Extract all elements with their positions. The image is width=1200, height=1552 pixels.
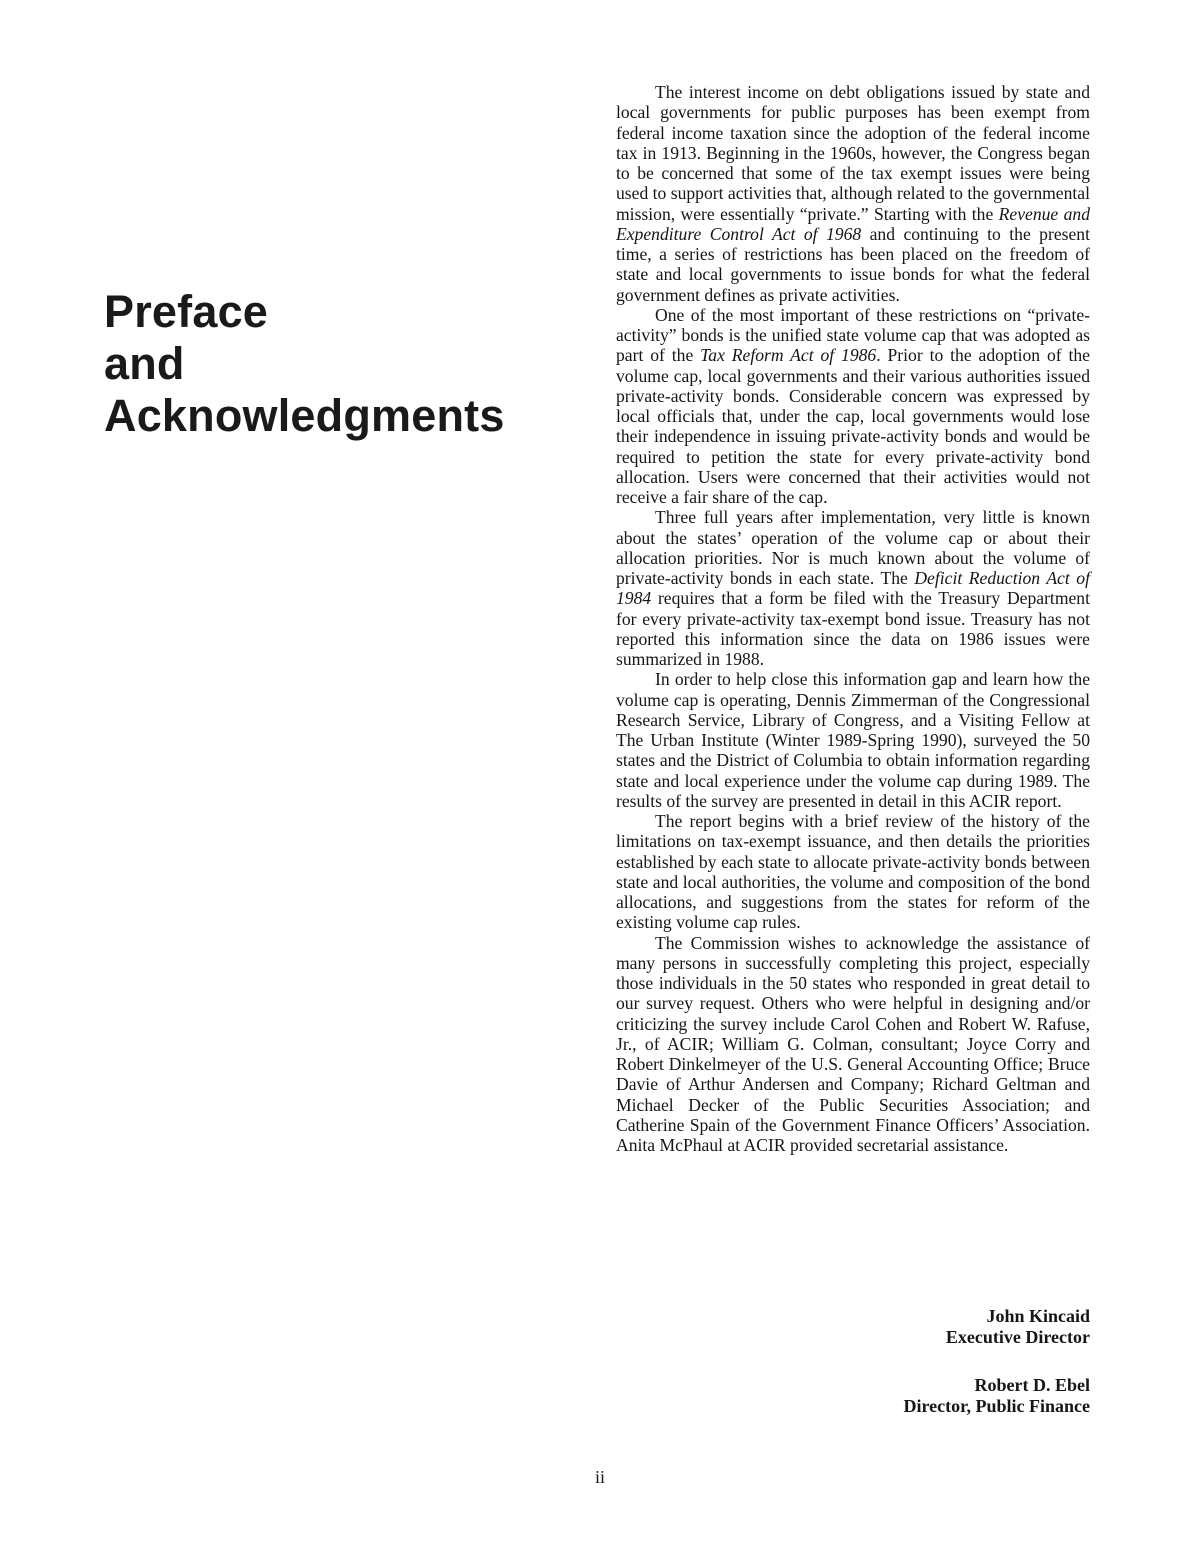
- heading-line-preface: Preface: [104, 286, 269, 337]
- paragraph-4: [616, 669, 1090, 811]
- paragraph-2: [616, 305, 1090, 508]
- paragraph-5: [616, 811, 1090, 933]
- signature-title: Director, Public Finance: [903, 1396, 1090, 1416]
- paragraph-text: and continuing to the present time, a series of restrictions has been placed on the freedom of state and local governments to issue bonds for what the federal government defines as private activities.: [616, 223, 1090, 305]
- signature-name: Robert D. Ebel: [974, 1375, 1090, 1395]
- page-number: ii: [594, 1467, 605, 1487]
- signature-title: Executive Director: [945, 1327, 1090, 1347]
- paragraph-6: [616, 933, 1090, 1156]
- paragraph-text: requires that a form be filed with the Treasury Department for every private-activity tax-exempt bond issue. Treasury has not reported this information since the data on 1986 issues were summarized in 1988.: [616, 588, 1090, 669]
- heading-line-acknowledgments: Acknowledgments: [104, 390, 505, 441]
- act-title: Revenue and Expenditure Control Act of 1968: [616, 203, 1090, 244]
- signature-block: [780, 1306, 1090, 1444]
- act-title: Tax Reform Act of 1986: [700, 345, 877, 366]
- paragraph-text: In order to help close this information gap and learn how the volume cap is operating, Dennis Zimmerman of the Congressional Research Service, Library of Congress, and a Visiting Fellow at The Urban Institute (Winter 1989-Spring 1990), surveyed the 50 states and the District of Columbia to obtain information regarding state and local experience under the volume cap during 1989. The results of the survey are presented in detail in this ACIR report.: [616, 669, 1090, 811]
- paragraph-text: The interest income on debt obligations issued by state and local governments for public purposes has been exempt from federal income taxation since the adoption of the federal income tax in 1913. Beginning in the 1960s, however, the Congress began to be concerned that some of the tax exempt issues were being used to support activities that, although related to the governmental mission, were essentially “private.” Starting with the: [616, 82, 1090, 224]
- paragraph-text: The Commission wishes to acknowledge the assistance of many persons in successfully completing this project, especially those individuals in the 50 states who responded in great detail to our survey request. Others who were helpful in designing and/or criticizing the survey include Carol Cohen and Robert W. Rafuse, Jr., of ACIR; William G. Colman, consultant; Joyce Corry and Robert Dinkelmeyer of the U.S. General Accounting Office; Bruce Davie of Arthur Andersen and Company; Richard Geltman and Michael Decker of the Public Securities Association; and Catherine Spain of the Government Finance Officers’ Association. Anita McPhaul at ACIR provided secretarial assistance.: [616, 932, 1090, 1155]
- page-heading: [104, 286, 574, 442]
- paragraph-text: One of the most important of these restrictions on “private- activity” bonds is the unified state volume cap that was adopted as part of the: [616, 304, 1090, 366]
- signature-ebel: [780, 1375, 1090, 1417]
- signature-name: John Kincaid: [986, 1306, 1090, 1326]
- paragraph-1: [616, 82, 1090, 305]
- paragraph-text: . Prior to the adoption of the volume cap, local governments and their various authorities issued private-activity bonds. Considerable concern was expressed by local officials that, under the cap, local governments would lose their independence in issuing private-activity bonds and would be required to petition the state for every private-activity bond allocation. Users were concerned that their activities would not receive a fair share of the cap.: [616, 345, 1090, 507]
- act-title: Deficit Reduction Act of 1984: [616, 568, 1090, 609]
- paragraph-3: [616, 507, 1090, 669]
- heading-line-and: and: [104, 338, 185, 389]
- paragraph-text: Three full years after implementation, very little is known about the states’ operation of the volume cap or about their allocation priorities. Nor is much known about the volume of private-activity bonds in each state. The: [616, 507, 1090, 588]
- preface-body: [616, 82, 1090, 1155]
- signature-kincaid: [780, 1306, 1090, 1348]
- paragraph-text: The report begins with a brief review of the history of the limitations on tax-exempt issuance, and then details the priorities established by each state to allocate private-activity bonds between state and local authorities, the volume and composition of the bond allocations, and suggestions from the states for reform of the existing volume cap rules.: [616, 811, 1090, 933]
